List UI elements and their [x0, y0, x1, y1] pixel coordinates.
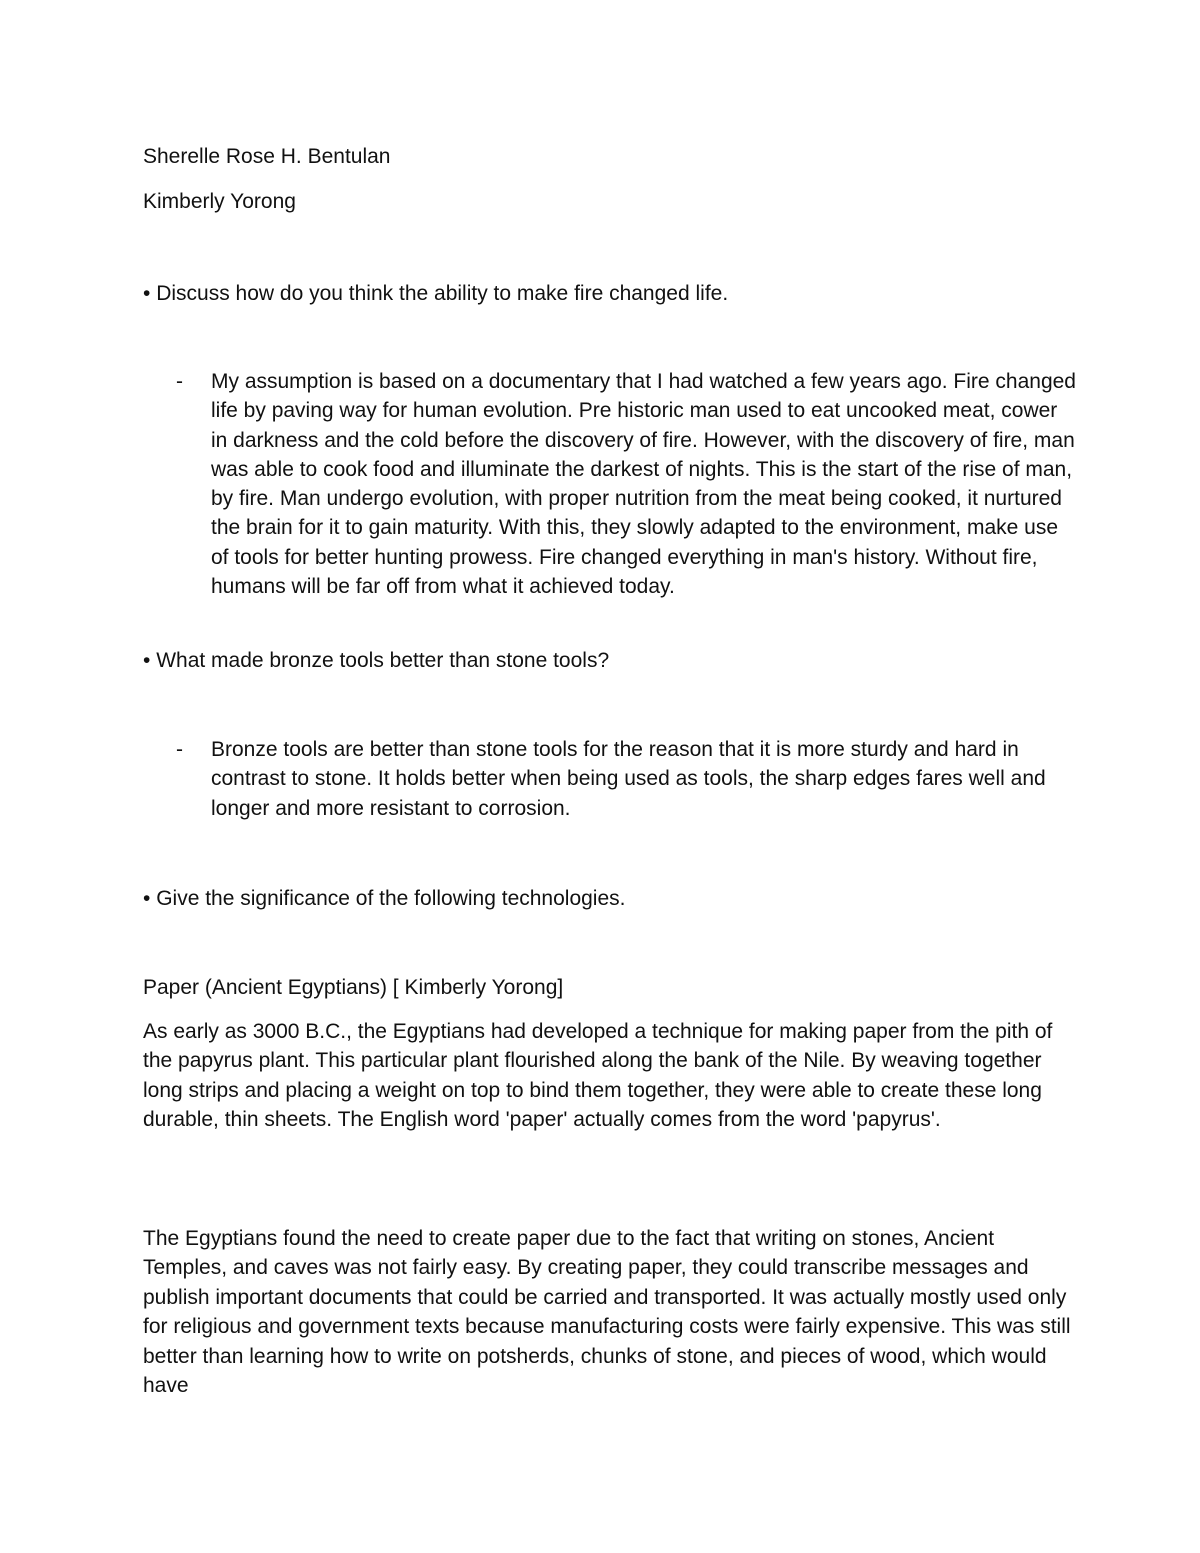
section-heading: Paper (Ancient Egyptians) [ Kimberly Yorong] — [143, 976, 564, 999]
question-1 — [143, 279, 1083, 308]
answer-text: Bronze tools are better than stone tools for the reason that it is more sturdy and hard in contrast to stone. It holds better when being used as tools, the sharp edges fares well and longer and more resistant to corrosion. — [211, 738, 1046, 820]
question-2 — [143, 646, 1083, 675]
author-name-1: Sherelle Rose H. Bentulan — [143, 145, 391, 168]
question-text: Give the significance of the following technologies. — [156, 887, 626, 910]
dash-marker: - — [176, 738, 183, 761]
question-text: Discuss how do you think the ability to make fire changed life. — [156, 282, 729, 305]
section-paragraph-2: The Egyptians found the need to create paper due to the fact that writing on stones, Ancient Temples, and caves was not fairly easy. By creating paper, they could transcribe messages and publish important documents that could be carried and transported. It was actually mostly used only for religious and government texts because manufacturing costs were fairly expensive. This was still better than learning how to write on potsherds, chunks of stone, and pieces of wood, which would have — [143, 1227, 1071, 1398]
bullet-marker: • — [143, 649, 151, 672]
author-name-2: Kimberly Yorong — [143, 190, 296, 213]
bullet-marker: • — [143, 887, 151, 910]
answer-2 — [176, 735, 1076, 823]
bullet-marker: • — [143, 282, 151, 305]
answer-1 — [176, 367, 1076, 601]
dash-marker: - — [176, 370, 183, 393]
question-3 — [143, 884, 1083, 913]
section-paragraph-1: As early as 3000 B.C., the Egyptians had developed a technique for making paper from the pith of the papyrus plant. This particular plant flourished along the bank of the Nile. By weaving together long strips and placing a weight on top to bind them together, they were able to create these long durable, thin sheets. The English word 'paper' actually comes from the word 'papyrus'. — [143, 1020, 1053, 1132]
answer-text: My assumption is based on a documentary that I had watched a few years ago. Fire changed life by paving way for human evolution. Pre historic man used to eat uncooked meat, cower in darkness and the cold before the discovery of fire. However, with the discovery of fire, man was able to cook food and illuminate the darkest of nights. This is the start of the rise of man, by fire. Man undergo evolution, with proper nutrition from the meat being cooked, it nurtured the brain for it to gain maturity. With this, they slowly adapted to the environment, make use of tools for better hunting prowess. Fire changed everything in man's history. Without fire, humans will be far off from what it achieved today. — [211, 370, 1076, 599]
question-text: What made bronze tools better than stone tools? — [156, 649, 610, 672]
